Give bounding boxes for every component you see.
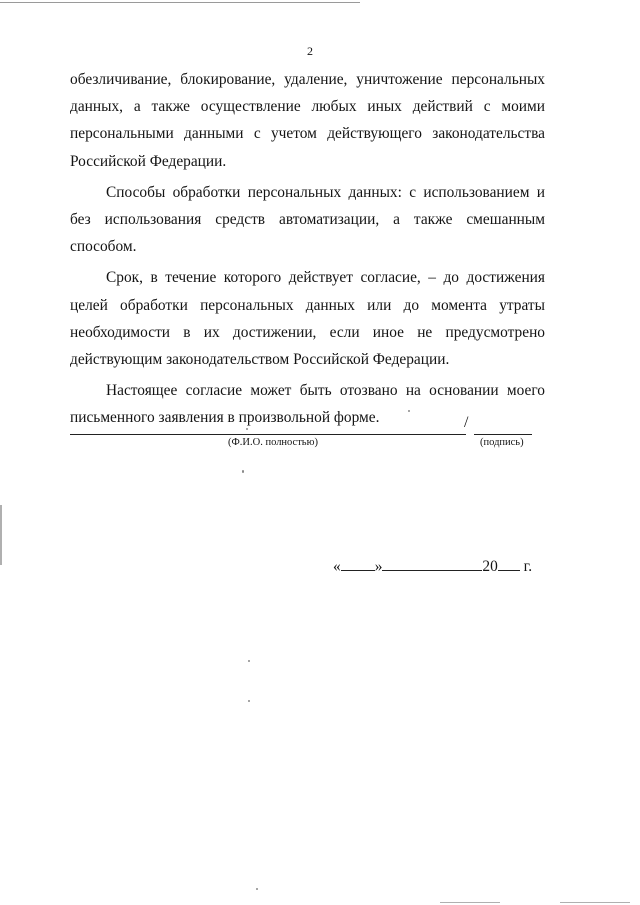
- date-line: [333, 556, 532, 576]
- fio-line[interactable]: [70, 434, 466, 435]
- scan-speck: [248, 700, 250, 702]
- signature-caption: (подпись): [480, 437, 524, 448]
- paragraph-consent-term: Срок, в течение которого действует согласие, – до достижения целей обработки персональных данных или до момента утраты необходимости в их достижении, если иное не предусмотрено действующим законодательством Российской Федерации.: [70, 269, 545, 369]
- scan-edge-line: [0, 2, 360, 3]
- scan-speck: [248, 660, 250, 662]
- date-year-blank[interactable]: [498, 556, 520, 571]
- scan-speck: [242, 470, 244, 473]
- scan-bottom-line: [560, 902, 630, 903]
- date-open-quote: «: [333, 558, 341, 575]
- scan-speck: [408, 410, 410, 412]
- date-close-quote: »: [374, 558, 383, 575]
- scan-speck: [246, 428, 248, 430]
- paragraph-processing-actions: обезличивание, блокирование, удаление, уничтожение персональных данных, а также осуществление любых иных действий с моими персональными данными с учетом действующего законодательства Российской Федерации.: [70, 71, 545, 170]
- signature-line[interactable]: [474, 434, 532, 435]
- scan-bottom-line: [440, 902, 500, 903]
- scan-speck: [256, 888, 258, 890]
- date-year-prefix: 20: [482, 558, 498, 575]
- fio-caption: (Ф.И.О. полностью): [228, 437, 318, 448]
- date-month-blank[interactable]: [382, 556, 482, 571]
- paragraph-consent-revocation: Настоящее согласие может быть отозвано на основании моего письменного заявления в произвольной форме.: [70, 382, 545, 427]
- date-day-blank[interactable]: [341, 556, 375, 571]
- paragraph-processing-methods: Способы обработки персональных данных: с использованием и без использования средств автоматизации, а также смешанным способом.: [70, 183, 545, 256]
- scan-edge-mark: [0, 505, 2, 565]
- signature-separator: /: [464, 414, 469, 431]
- date-year-suffix: г.: [523, 558, 533, 575]
- document-body: [70, 66, 545, 436]
- page-number: 2: [307, 44, 313, 58]
